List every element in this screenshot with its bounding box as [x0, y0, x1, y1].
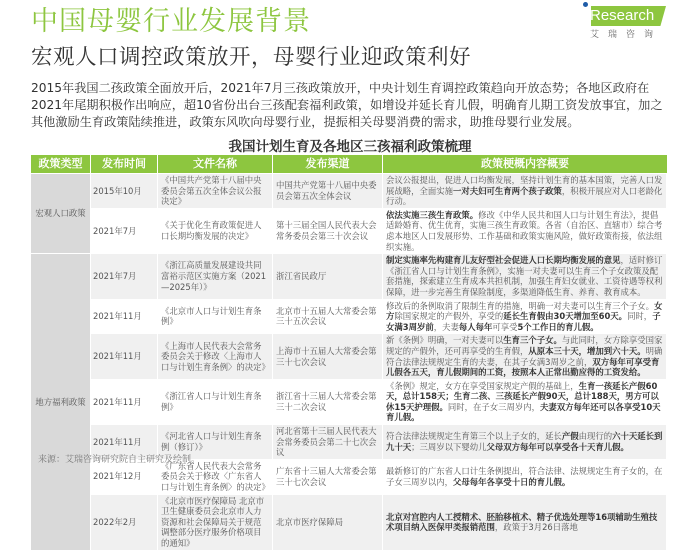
summary-text: 会议公报提出，促进人口均衡发展，坚持计划生育的基本国策，完善人口发展战略，全面实施: [386, 175, 663, 196]
date-cell: 2021年7月: [91, 208, 158, 253]
date-cell: 2021年11月: [91, 299, 158, 334]
document-cell: 《上海市人民代表大会常务委员会关于修改〈上海市人口与计划生育条例〉的决定》: [158, 333, 273, 378]
date-cell: 2021年12月: [91, 459, 158, 494]
summary-text: 与此同时，女方除享受国家规定的产假外，还可再享受的生育假，: [386, 335, 663, 356]
summary-text: ，夫妻: [433, 321, 459, 332]
summary-bold-text: 北京对宫腔内人工授精术、胚胎移植术、精子优选处理等16项辅助生殖技术项目纳入医保甲类报销范围: [386, 511, 658, 533]
summary-text: ，适时修订《浙江省人口与计划生育条例》，实施一对夫妻可以生育三个子女政策及配套措施，探索建立生育成本共担机制，加强生育妇女就业、工资待遇等权利保障，进一步完善生育保险制度，多渠道降低生育、养育、教育成本。: [386, 255, 663, 297]
summary-bold-text: 从原本三十天，增加到六十天。: [528, 345, 646, 356]
summary-bold-text: 父母双方每年可以享受各十天育儿假。: [486, 441, 629, 452]
channel-cell: 北京市医疗保障局: [273, 494, 383, 550]
table-row: [31, 333, 667, 378]
channel-cell: 第十三届全国人民代表大会常务委员会第三十次会议: [273, 208, 383, 253]
column-header-channel: 发布渠道: [273, 155, 383, 173]
channel-cell: 浙江省民政厅: [273, 253, 383, 298]
summary-bold-text: 生育三个子女。: [503, 335, 562, 346]
summary-text: 新《条例》明确，一对夫妻可以: [386, 335, 504, 346]
column-header-summary: 政策梗概内容概要: [383, 155, 667, 173]
date-cell: 2022年2月: [91, 494, 158, 550]
summary-bold-text: 每人每年: [458, 321, 493, 332]
date-cell: 2021年7月: [91, 253, 158, 298]
summary-bold-text: 制定实施率先构建育儿友好型社会促进人口长期均衡发展的意见: [386, 255, 621, 266]
table-row: [31, 379, 667, 424]
summary-cell: [383, 173, 667, 208]
table-row: [31, 424, 667, 459]
summary-cell: [383, 299, 667, 334]
summary-text: 明确符合法律法规规定生育的夫妻，在其子女满3周岁之前，: [386, 345, 663, 367]
channel-cell: 北京市十五届人大常委会第三十五次会议: [273, 299, 383, 334]
channel-cell: 广东省十三届人大常委会第三十七次会议: [273, 459, 383, 494]
summary-text: 同时，在子女三周岁内，: [447, 401, 541, 412]
summary-text: 除国家规定的产假外，享受的: [394, 311, 504, 322]
summary-bold-text: 子女满3周岁前: [386, 311, 661, 332]
document-cell: 《北京市医疗保障局 北京市卫生健康委员会北京市人力资源和社会保障局关于规范调整部分医疗服务价格项目的通知》: [158, 494, 273, 550]
iresearch-logo: [578, 4, 668, 42]
table-row: [31, 494, 667, 550]
source-note: 来源：艾瑞咨询研究院自主研究及绘制。: [38, 455, 201, 465]
summary-cell: [383, 253, 667, 298]
summary-text: 同时，: [627, 311, 653, 322]
summary-bold-text: 女方: [386, 300, 663, 322]
logo-cn-text: 艾瑞咨询: [590, 30, 663, 40]
document-cell: 《北京市人口与计划生育条例》: [158, 299, 273, 334]
table-title: 我国计划生育及各地区三孩福利政策梳理: [228, 139, 472, 155]
summary-text: 修改后的条例取消了限制生育的措施，明确一对夫妻可以生育三个子女。: [386, 300, 654, 311]
date-cell: 2021年11月: [91, 424, 158, 459]
summary-bold-text: 5个工作日的育儿假。: [517, 321, 599, 332]
column-header-date: 发布时间: [91, 155, 158, 173]
page-subtitle: 宏观人口调控政策放开，母婴行业迎政策利好: [31, 45, 472, 70]
document-cell: 《河北省人口与计划生育条例（修订）》: [158, 424, 273, 459]
summary-bold-text: 夫妻双方每年还可以各享受10天育儿假。: [386, 401, 661, 423]
table-row: [31, 299, 667, 334]
policy-table: [31, 155, 667, 550]
table-row: [31, 253, 667, 298]
summary-bold-text: 父母每年各享受十日的育儿假。: [453, 476, 571, 487]
table-row: [31, 173, 667, 208]
summary-text: 符合法律法规规定生育第三个以上子女的，延长: [386, 431, 562, 442]
document-cell: 《中国共产党第十八届中央委员会第五次全体会议公报决定》: [158, 173, 273, 208]
date-cell: 2021年11月: [91, 333, 158, 378]
summary-cell: [383, 333, 667, 378]
channel-cell: 中国共产党第十八届中央委员会第五次全体会议: [273, 173, 383, 208]
summary-text: ；三周岁以下婴幼儿: [411, 441, 487, 452]
date-cell: 2021年11月: [91, 379, 158, 424]
summary-bold-text: 延长生育假由30天增加至60天。: [503, 311, 628, 322]
page-title: 中国母婴行业发展背景: [31, 6, 311, 37]
intro-paragraph: 2015年我国二孩政策全面放开后，2021年7月三孩政策放开，中央计划生育调控政策趋向开放态势；各地区政府在2021年尾期积极作出响应，超10省份出台三孩配套福利政策，如增设并延长育儿假，明确育儿期工资发放事宜，加之其他激励生育政策陆续推进，政策东风吹向母婴行业，提振相关母婴消费的需求，助推母婴行业发展。: [31, 81, 663, 130]
policy-type-cell: 宏观人口政策: [31, 173, 91, 253]
summary-bold-text: 产假: [561, 431, 579, 442]
summary-bold-text: 一对夫妇可生育两个孩子政策: [453, 185, 562, 196]
summary-bold-text: 六十天延长到九十天: [386, 431, 663, 452]
summary-text: 最新修订的广东省人口计生条例提出，符合法律、法规规定生育子女的，在子女三周岁以内，: [386, 466, 663, 487]
summary-text: 修改《中华人民共和国人口与计划生育法》，提倡适龄婚育、优生优育，实施三孩生育政策。各省（自治区、直辖市）综合考虑本地区人口发展形势、工作基础和政策实施风险，做好政策衔接，依法组织实施。: [386, 209, 663, 252]
policy-type-cell: 地方福利政策: [31, 253, 91, 549]
document-cell: 《关于优化生育政策促进人口长期均衡发展的决定》: [158, 208, 273, 253]
summary-text: 《条例》规定，女方在享受国家规定产假的基础上，: [386, 380, 579, 391]
table-row: [31, 208, 667, 253]
summary-text: 可享受: [492, 321, 518, 332]
table-header-row: [31, 155, 667, 173]
column-header-type: 政策类型: [31, 155, 91, 173]
summary-cell: [383, 379, 667, 424]
column-header-document: 文件名称: [158, 155, 273, 173]
date-cell: 2015年10月: [91, 173, 158, 208]
summary-text: ，政策于3月26日落地: [494, 522, 578, 533]
channel-cell: 河北省第十三届人民代表大会常务委员会第二十七次会议: [273, 424, 383, 459]
summary-cell: [383, 424, 667, 459]
summary-cell: [383, 208, 667, 253]
summary-text: 由现行的: [578, 431, 613, 442]
channel-cell: 浙江省十三届人大常委会第三十二次会议: [273, 379, 383, 424]
document-cell: 《广东省人民代表大会常务委员会关于修改〈广东省人口与计划生育条例〉的决定》: [158, 459, 273, 494]
document-cell: 《浙江高质量发展建设共同富裕示范区实施方案（2021—2025年）》: [158, 253, 273, 298]
channel-cell: 上海市十五届人大常委会第三十七次会议: [273, 333, 383, 378]
summary-bold-text: 生育一孩延长产假60天，总计158天；生育二孩、三孩延长产假90天，总计188天，男方可以休15天护理假。: [386, 380, 659, 412]
summary-text: ，积极开展应对人口老龄化行动。: [386, 185, 663, 207]
summary-cell: [383, 459, 667, 494]
logo-dot-icon: [583, 2, 588, 7]
summary-bold-text: 双方每年可享受育儿假各五天，育儿假期间的工资，按照本人正常出勤应得的工资发给。: [386, 356, 660, 378]
summary-bold-text: 依法实施三孩生育政策。: [386, 209, 479, 220]
document-cell: 《浙江省人口与计划生育条例》: [158, 379, 273, 424]
logo-text: Research: [590, 7, 655, 24]
summary-cell: [383, 494, 667, 550]
